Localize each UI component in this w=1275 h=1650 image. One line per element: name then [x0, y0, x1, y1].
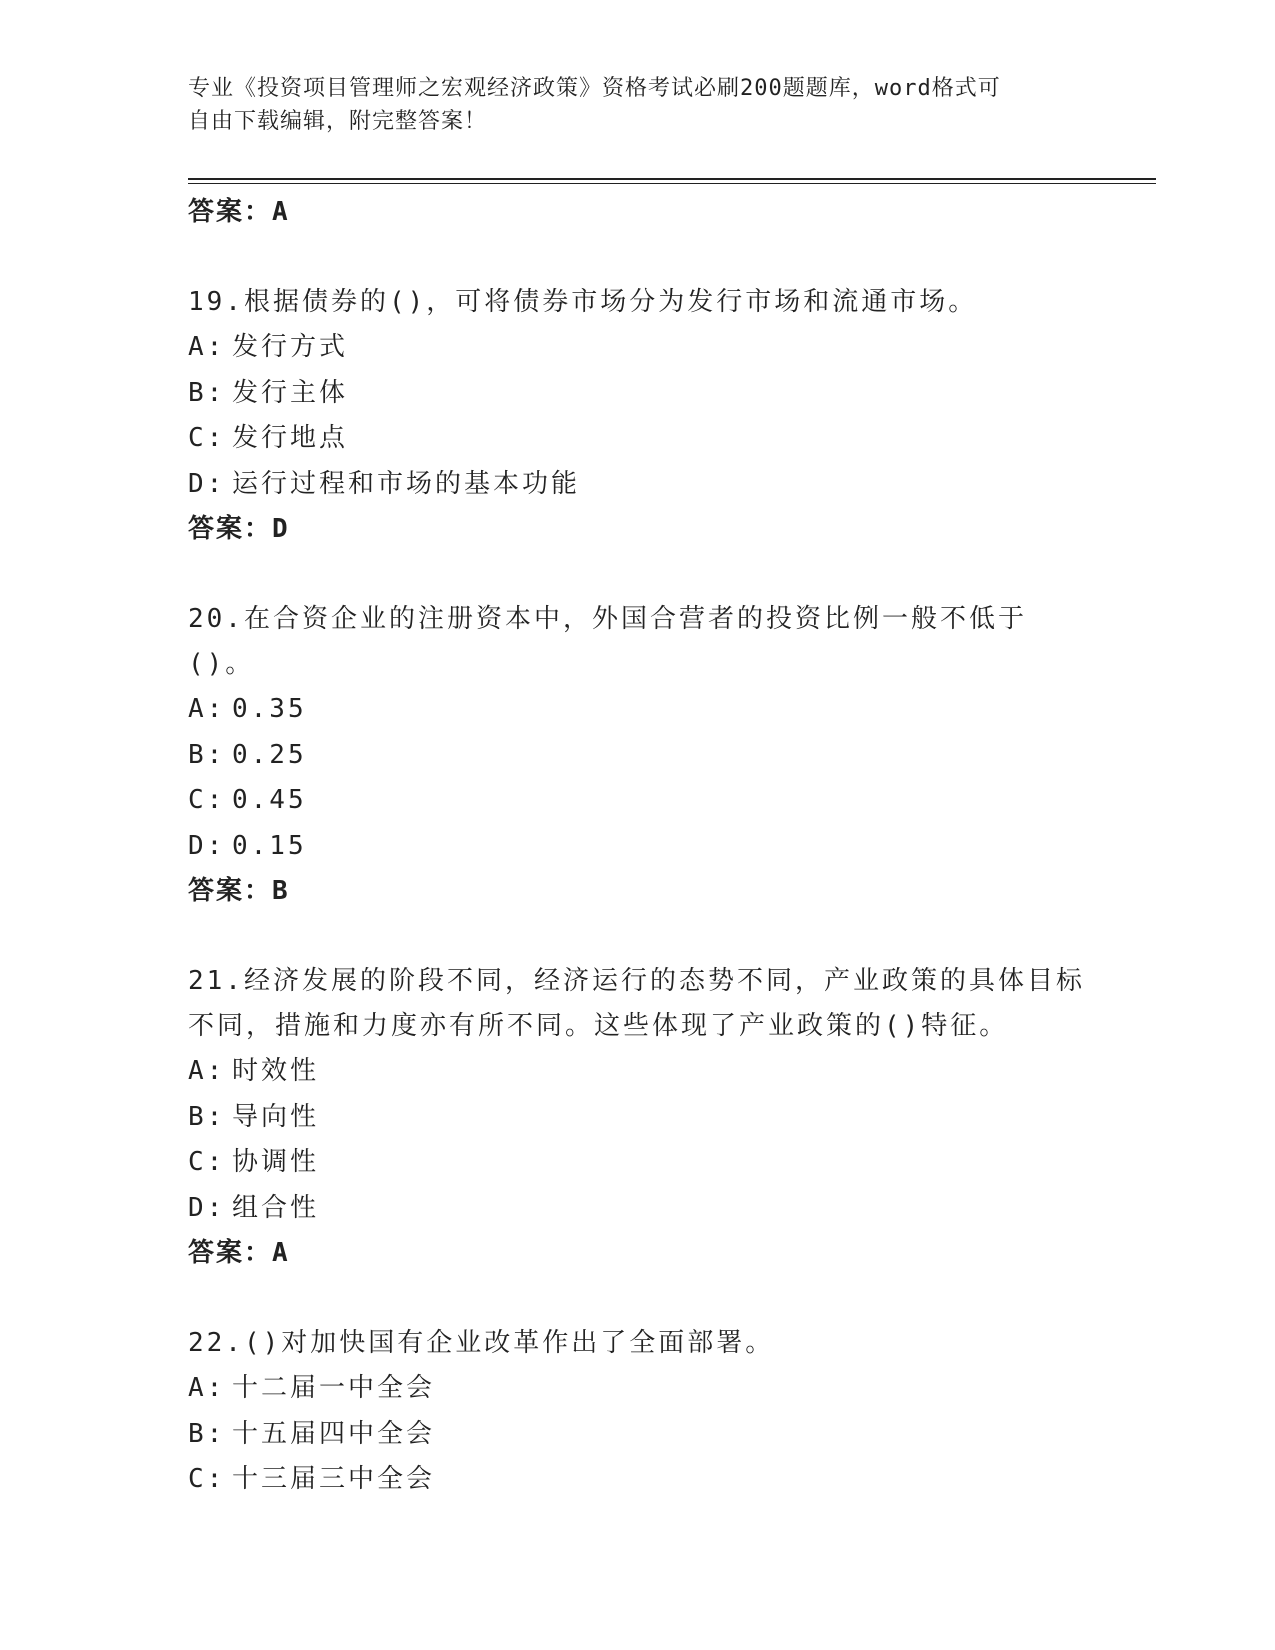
document-header [188, 72, 1088, 138]
option-d: D: 组合性 [188, 1192, 320, 1223]
option-a: A: 十二届一中全会 [188, 1373, 436, 1403]
option-b: B: 发行主体 [188, 377, 349, 408]
option-b: B: 十五届四中全会 [188, 1418, 436, 1449]
question-20 [188, 597, 1088, 913]
spacer [188, 1275, 1088, 1321]
question-text: 19.根据债券的()，可将债券市场分为发行市场和流通市场。 [188, 287, 978, 317]
question-19 [188, 280, 1088, 551]
option-b: B: 0.25 [188, 739, 307, 770]
option-a: A: 发行方式 [188, 332, 349, 362]
option-c: C: 十三届三中全会 [188, 1464, 436, 1494]
option-c: C: 协调性 [188, 1147, 320, 1177]
header-line-2: 自由下载编辑，附完整答案！ [188, 109, 488, 134]
spacer [188, 913, 1088, 959]
option-a: A: 时效性 [188, 1056, 320, 1086]
question-22 [188, 1321, 1088, 1503]
document-body [188, 190, 1088, 1503]
option-d: D: 0.15 [188, 830, 307, 861]
header-line-1: 专业《投资项目管理师之宏观经济政策》资格考试必刷200题题库，word格式可 [188, 76, 1001, 101]
question-21 [188, 959, 1088, 1275]
spacer [188, 234, 1088, 280]
question-text: 22.()对加快国有企业改革作出了全面部署。 [188, 1328, 775, 1358]
question-text: 20.在合资企业的注册资本中，外国合营者的投资比例一般不低于()。 [188, 604, 1027, 679]
answer-label: 答案：B [188, 876, 290, 906]
option-d: D: 运行过程和市场的基本功能 [188, 468, 581, 499]
option-b: B: 导向性 [188, 1101, 320, 1132]
header-divider-thin [188, 183, 1156, 184]
answer-label: 答案：A [188, 197, 290, 227]
option-a: A: 0.35 [188, 694, 307, 724]
spacer [188, 551, 1088, 597]
header-divider-thick [188, 178, 1156, 180]
option-c: C: 发行地点 [188, 423, 349, 453]
answer-label: 答案：D [188, 514, 290, 544]
answer-label: 答案：A [188, 1238, 290, 1268]
option-c: C: 0.45 [188, 785, 307, 815]
question-text-line-2: 不同，措施和力度亦有所不同。这些体现了产业政策的()特征。 [188, 1011, 1009, 1041]
question-text-line-1: 21.经济发展的阶段不同，经济运行的态势不同，产业政策的具体目标 [188, 966, 1085, 996]
